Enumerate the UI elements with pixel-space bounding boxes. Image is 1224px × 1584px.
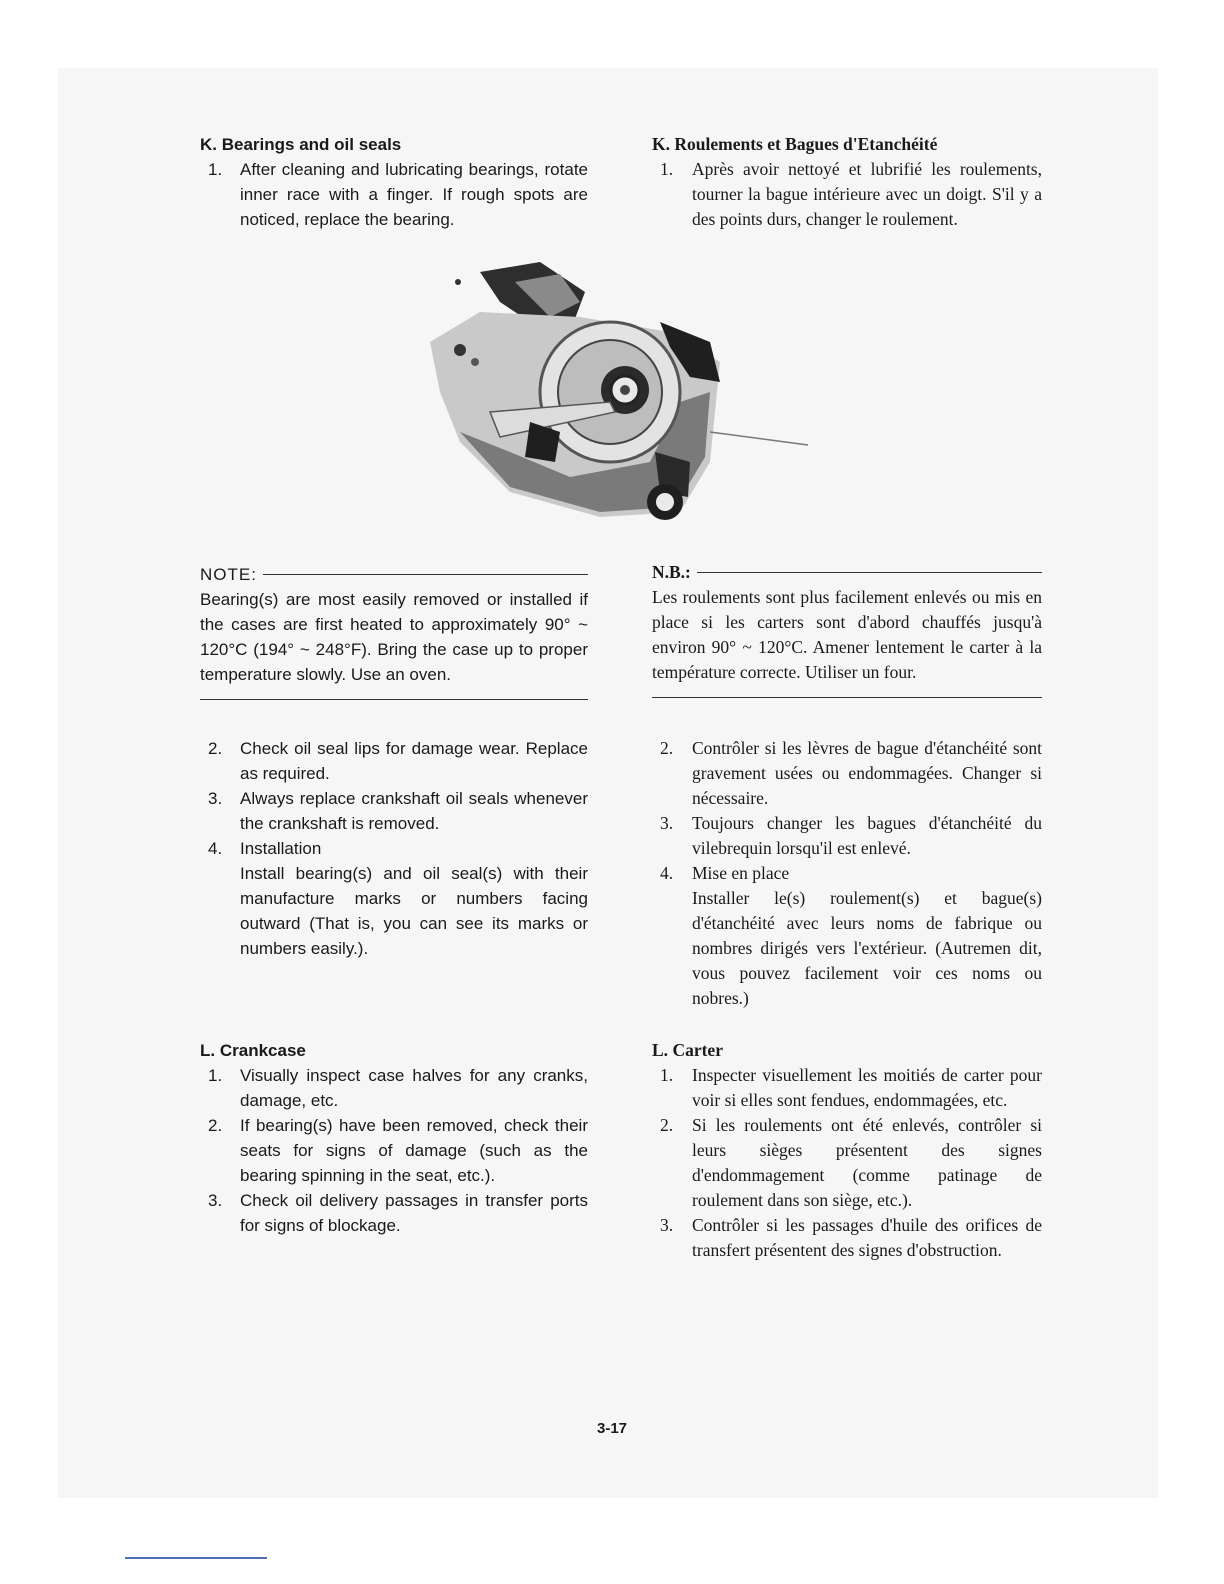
en-section-l-heading (200, 1038, 588, 1063)
item-number: 3. (208, 789, 223, 808)
en-note-label: NOTE: (200, 565, 257, 584)
item-subtext: Install bearing(s) and oil seal(s) with their manufacture marks or numbers facing outward (That is, you can see its marks or numbers easily.). (240, 864, 588, 958)
note-divider (652, 697, 1042, 698)
fr-note-text: Les roulements sont plus facilement enlevés ou mis en place si les carters sont d'abord chauffés jusqu'à environ 90° ~ 120°C. Amener lentement le carter à la température correcte. Utiliser un four. (652, 587, 1042, 682)
list-item (652, 736, 1042, 811)
item-number: 4. (208, 839, 223, 858)
en-note (200, 562, 588, 700)
item-text: Visually inspect case halves for any cranks, damage, etc. (240, 1066, 588, 1110)
en-section-k-letter: K. (200, 135, 217, 154)
item-number: 4. (660, 863, 674, 883)
bottom-link-line[interactable] (125, 1557, 267, 1559)
item-text: Contrôler si les passages d'huile des orifices de transfert présentent des signes d'obstruction. (692, 1215, 1042, 1260)
item-text: Always replace crankshaft oil seals whenever the crankshaft is removed. (240, 789, 588, 833)
item-text: Après avoir nettoyé et lubrifié les roulements, tourner la bague intérieure avec un doigt. S'il y a des points durs, changer le roulement. (692, 159, 1042, 229)
fr-section-l-letter: L. (652, 1040, 669, 1060)
fr-note (652, 560, 1042, 698)
list-item (652, 1213, 1042, 1263)
list-item (652, 1113, 1042, 1213)
fr-section-k-heading (652, 132, 1042, 157)
fr-section-l (652, 1038, 1042, 1263)
list-item (200, 736, 588, 786)
item-number: 2. (660, 738, 674, 758)
list-item (200, 836, 588, 961)
item-number: 2. (208, 1116, 223, 1135)
fr-section-l-heading (652, 1038, 1042, 1063)
fr-section-k-letter: K. (652, 134, 670, 154)
en-items-cont (200, 736, 588, 961)
item-number: 3. (208, 1191, 223, 1210)
en-section-l-letter: L. (200, 1041, 216, 1060)
item-number: 1. (660, 159, 674, 179)
list-item (652, 1063, 1042, 1113)
item-number: 1. (660, 1065, 674, 1085)
en-note-text: Bearing(s) are most easily removed or installed if the cases are first heated to approximately 90° ~ 120°C (194° ~ 248°F). Bring the case up to proper temperature slowly. Use an oven. (200, 590, 588, 684)
list-item (652, 861, 1042, 1011)
page-number: 3-17 (596, 1420, 628, 1437)
item-number: 2. (208, 739, 223, 758)
item-text: After cleaning and lubricating bearings, rotate inner race with a finger. If rough spots are noticed, replace the bearing. (240, 160, 588, 229)
list-item (652, 157, 1042, 232)
fr-section-k-title: Roulements et Bagues d'Etanchéité (674, 134, 938, 154)
fr-section-k (652, 132, 1042, 232)
item-text: Check oil seal lips for damage wear. Replace as required. (240, 739, 588, 783)
fr-section-l-title: Carter (672, 1040, 723, 1060)
note-rule (263, 574, 588, 575)
item-subtext: Installer le(s) roulement(s) et bague(s) d'étanchéité avec leurs noms de fabrique ou nombres dirigés vers l'extérieur. (Autremen dit, vous pouvez facilement voir ces noms ou nobres.) (692, 888, 1042, 1008)
fr-items-cont (652, 736, 1042, 1011)
item-text: Mise en place (692, 863, 790, 883)
list-item (200, 786, 588, 836)
fr-note-label: N.B.: (652, 562, 691, 582)
item-number: 2. (660, 1115, 674, 1135)
list-item (200, 157, 588, 232)
item-number: 3. (660, 813, 674, 833)
note-rule (697, 572, 1042, 573)
item-text: Installation (240, 839, 322, 858)
item-text: If bearing(s) have been removed, check their seats for signs of damage (such as the bearing spinning in the seat, etc.). (240, 1116, 588, 1185)
item-number: 1. (208, 160, 223, 179)
en-section-k-title: Bearings and oil seals (221, 135, 402, 154)
item-text: Inspecter visuellement les moitiés de carter pour voir si elles sont fendues, endommagées, etc. (692, 1065, 1042, 1110)
en-section-l-title: Crankcase (219, 1041, 306, 1060)
crankcase-bearing-photo (420, 262, 810, 530)
item-number: 3. (660, 1215, 674, 1235)
item-text: Contrôler si les lèvres de bague d'étanchéité sont gravement usées ou endommagées. Changer si nécessaire. (692, 738, 1042, 808)
en-section-k-heading (200, 132, 588, 157)
item-text: Si les roulements ont été enlevés, contrôler si leurs sièges présentent des signes d'endommagement (comme patinage de roulement dans son siège, etc.). (692, 1115, 1042, 1210)
list-item (200, 1113, 588, 1188)
list-item (200, 1063, 588, 1113)
item-text: Toujours changer les bagues d'étanchéité du vilebrequin lorsqu'il est enlevé. (692, 813, 1042, 858)
en-section-k (200, 132, 588, 232)
note-divider (200, 699, 588, 700)
en-section-l (200, 1038, 588, 1238)
list-item (652, 811, 1042, 861)
list-item (200, 1188, 588, 1238)
item-text: Check oil delivery passages in transfer ports for signs of blockage. (240, 1191, 588, 1235)
item-number: 1. (208, 1066, 223, 1085)
